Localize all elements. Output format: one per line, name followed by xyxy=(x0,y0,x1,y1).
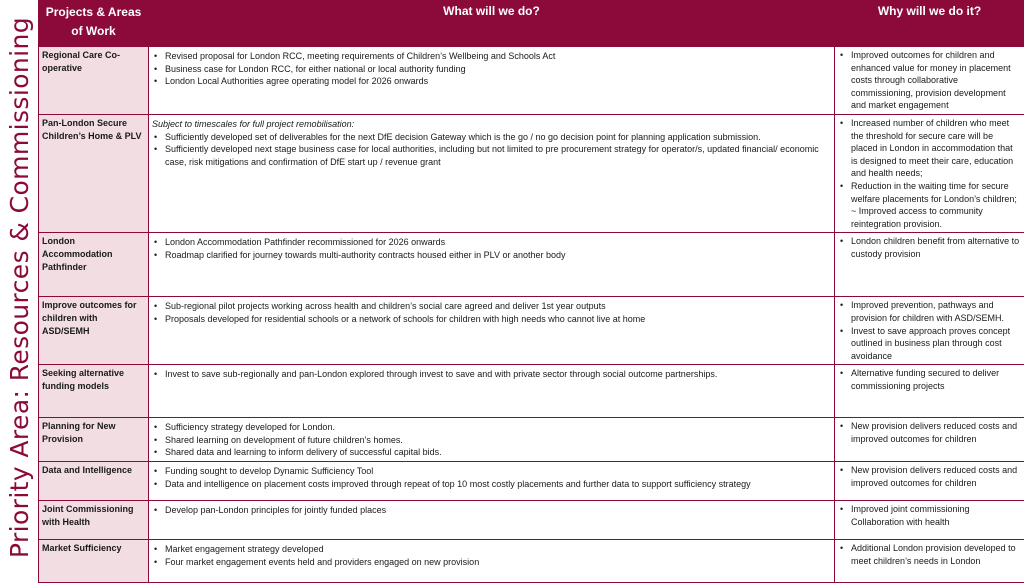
why-cell xyxy=(835,233,1024,297)
project-area-cell: Planning for New Provision xyxy=(39,418,149,462)
what-cell xyxy=(149,501,835,540)
table-row xyxy=(39,297,1024,365)
what-list-item: • Develop pan-London principles for jointly funded places xyxy=(152,504,831,517)
what-list-item: • Sufficiently developed next stage business case for local authorities, including but not limited to pre procurement strategy for operator/s, updated financial/ economic case, risk mitigations and confirmation of DfE start up / revenue grant xyxy=(152,143,831,168)
why-cell xyxy=(835,297,1024,365)
what-list-item: • Invest to save sub-regionally and pan-London explored through invest to save and with private sector through social outcome partnerships. xyxy=(152,368,831,381)
why-list xyxy=(838,367,1021,392)
what-cell xyxy=(149,462,835,501)
why-list-item: • Invest to save approach proves concept outlined in business plan through cost avoidance xyxy=(838,325,1021,363)
what-list xyxy=(152,543,831,568)
table-row xyxy=(39,462,1024,501)
why-list-item: • New provision delivers reduced costs and improved outcomes for children xyxy=(838,464,1021,489)
table-row xyxy=(39,418,1024,462)
what-list xyxy=(152,504,831,517)
why-cell xyxy=(835,540,1024,583)
why-list-item: • New provision delivers reduced costs and improved outcomes for children xyxy=(838,420,1021,445)
why-cell xyxy=(835,462,1024,501)
what-list xyxy=(152,236,831,261)
what-list-item: • Revised proposal for London RCC, meeting requirements of Children’s Wellbeing and Schools Act xyxy=(152,50,831,63)
what-list-item: • Sufficiently developed set of deliverables for the next DfE decision Gateway which is the go / no go decision point for planning application submission. xyxy=(152,131,831,144)
header-why: Why will we do it? xyxy=(835,1,1024,47)
what-list-item: • London Accommodation Pathfinder recommissioned for 2026 onwards xyxy=(152,236,831,249)
priority-area-title: Priority Area: Resources & Commissioning xyxy=(5,17,34,558)
why-cell xyxy=(835,365,1024,418)
what-list-item: • Four market engagement events held and providers engaged on new provision xyxy=(152,556,831,569)
project-area-cell: Pan-London Secure Children’s Home & PLV xyxy=(39,114,149,232)
what-list-item: • London Local Authorities agree operating model for 2026 onwards xyxy=(152,75,831,88)
what-cell xyxy=(149,233,835,297)
project-area-cell: Joint Commissioning with Health xyxy=(39,501,149,540)
what-list-item: • Business case for London RCC, for either national or local authority funding xyxy=(152,63,831,76)
why-list xyxy=(838,299,1021,362)
why-list xyxy=(838,542,1021,567)
what-list xyxy=(152,368,831,381)
what-list-item: • Market engagement strategy developed xyxy=(152,543,831,556)
why-list-item: • Reduction in the waiting time for secure welfare placements for London’s children; ~ Improved access to community reintegration provision. xyxy=(838,180,1021,230)
project-area-cell: London Accommodation Pathfinder xyxy=(39,233,149,297)
why-list xyxy=(838,464,1021,489)
header-row xyxy=(39,1,1024,47)
table-row xyxy=(39,114,1024,232)
what-note: Subject to timescales for full project remobilisation: xyxy=(152,118,831,131)
what-list-item: • Roadmap clarified for journey towards multi-authority contracts housed either in PLV or another body xyxy=(152,249,831,262)
project-area-cell: Seeking alternative funding models xyxy=(39,365,149,418)
what-list xyxy=(152,421,831,459)
why-list xyxy=(838,117,1021,230)
why-list-item: • Improved prevention, pathways and provision for children with ASD/SEMH. xyxy=(838,299,1021,324)
table-row xyxy=(39,365,1024,418)
project-area-cell: Improve outcomes for children with ASD/SEMH xyxy=(39,297,149,365)
table-body xyxy=(39,47,1024,583)
what-list-item: • Shared learning on development of future children's homes. xyxy=(152,434,831,447)
why-list-item: • London children benefit from alternative to custody provision xyxy=(838,235,1021,260)
what-cell xyxy=(149,418,835,462)
why-list-item: • Improved joint commissioning Collaboration with health xyxy=(838,503,1021,528)
table-row xyxy=(39,540,1024,583)
what-list xyxy=(152,50,831,88)
why-list-item: • Increased number of children who meet the threshold for secure care will be placed in London in accommodation that is designed to meet their care, education and health needs; xyxy=(838,117,1021,180)
what-list xyxy=(152,300,831,325)
what-list-item: • Sufficiency strategy developed for London. xyxy=(152,421,831,434)
why-list xyxy=(838,503,1021,528)
work-plan-table xyxy=(38,0,1024,583)
why-cell xyxy=(835,418,1024,462)
what-cell xyxy=(149,297,835,365)
what-cell xyxy=(149,47,835,115)
header-what: What will we do? xyxy=(149,1,835,47)
header-areas: Projects & Areas of Work xyxy=(39,1,149,47)
what-list xyxy=(152,465,831,490)
why-list xyxy=(838,49,1021,112)
table-row xyxy=(39,47,1024,115)
project-area-cell: Market Sufficiency xyxy=(39,540,149,583)
why-list-item: • Improved outcomes for children and enhanced value for money in placement costs through collaborative commissioning, provision development and market engagement xyxy=(838,49,1021,112)
table-row xyxy=(39,501,1024,540)
what-list-item: • Funding sought to develop Dynamic Sufficiency Tool xyxy=(152,465,831,478)
why-cell xyxy=(835,47,1024,115)
why-cell xyxy=(835,501,1024,540)
what-list-item: • Sub-regional pilot projects working across health and children’s social care agreed and deliver 1st year outputs xyxy=(152,300,831,313)
why-cell xyxy=(835,114,1024,232)
what-cell xyxy=(149,114,835,232)
why-list-item: • Additional London provision developed to meet children’s needs in London xyxy=(838,542,1021,567)
what-list-item: • Data and intelligence on placement costs improved through repeat of top 10 most costly placements and further data to support sufficiency strategy xyxy=(152,478,831,491)
why-list xyxy=(838,235,1021,260)
sidebar xyxy=(0,0,38,576)
what-cell xyxy=(149,365,835,418)
what-list xyxy=(152,131,831,169)
what-list-item: • Proposals developed for residential schools or a network of schools for children with high needs who cannot live at home xyxy=(152,313,831,326)
why-list xyxy=(838,420,1021,445)
what-list-item: • Shared data and learning to inform delivery of successful capital bids. xyxy=(152,446,831,459)
why-list-item: • Alternative funding secured to deliver commissioning projects xyxy=(838,367,1021,392)
what-cell xyxy=(149,540,835,583)
project-area-cell: Data and Intelligence xyxy=(39,462,149,501)
project-area-cell: Regional Care Co-operative xyxy=(39,47,149,115)
table-row xyxy=(39,233,1024,297)
